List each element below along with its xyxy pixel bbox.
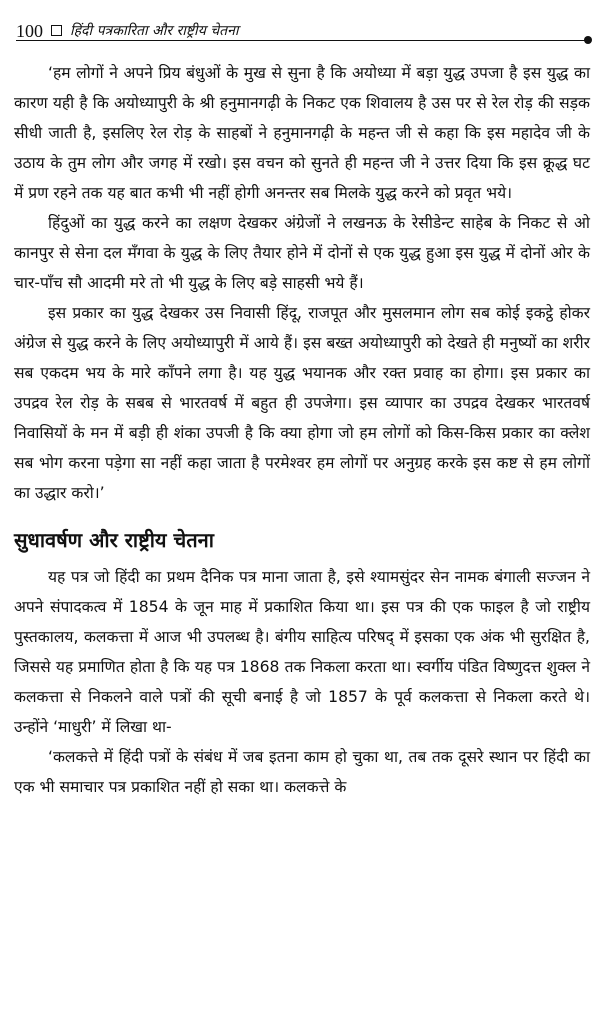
- running-header: [16, 10, 590, 40]
- header-rule: [16, 40, 588, 41]
- body-text: [14, 58, 590, 802]
- header-dot-ornament: [584, 36, 592, 44]
- paragraph-battle: हिंदुओं का युद्ध करने का लक्षण देखकर अंग्रेजों ने लखनऊ के रेसीडेन्ट साहेब के निकट से ओ कानपुर से सेना दल मँगवा के युद्ध के लिए तैयार होने में दोनों से एक युद्ध हुआ इस युद्ध में दोनों ओर के चार-पाँच सौ आदमी मरे तो भी युद्ध के लिए बड़े साहसी भये हैं।: [14, 214, 590, 292]
- section-heading: सुधावर्षण और राष्ट्रीय चेतना: [14, 528, 214, 552]
- square-bullet-icon: [51, 25, 62, 36]
- page-number: 100: [16, 21, 43, 41]
- paragraph-uprising: इस प्रकार का युद्ध देखकर उस निवासी हिंदू, राजपूत और मुसलमान लोग सब कोई इकट्ठे होकर अंग्रेज से युद्ध करने के लिए अयोध्यापुरी में आये हैं। इस बख्त अयोध्यापुरी को देखते ही मनुष्यों का शरीर सब एकदम भय के मारे काँपने लगा है। यह युद्ध भयानक और रक्त प्रवाह का होगा। इस प्रकार का उपद्रव रेल रोड़ के सबब से भारतवर्ष में बहुत ही उपजेगा। इस व्यापार का उपद्रव देखकर भारतवर्ष निवासियों के मन में बड़ी ही शंका उपजी है कि क्या होगा जो हम लोगों को किस-किस प्रकार का क्लेश सब भोग करना पड़ेगा सा नहीं कहा जाता है परमेश्वर हम लोगों पर अनुग्रह करके इस कष्ट से हम लोगों का उद्धार करो।’: [14, 304, 590, 502]
- paragraph-kolkata-quote: ‘कलकत्ते में हिंदी पत्रों के संबंध में जब इतना काम हो चुका था, तब तक दूसरे स्थान पर हिंदी का एक भी समाचार पत्र प्रकाशित नहीं हो सका था। कलकत्ते के: [14, 748, 590, 796]
- paragraph-sudhavarshan: यह पत्र जो हिंदी का प्रथम दैनिक पत्र माना जाता है, इसे श्यामसुंदर सेन नामक बंगाली सज्जन ने अपने संपादकत्व में 1854 के जून माह में प्रकाशित किया था। इस पत्र की एक फाइल है जो राष्ट्रीय पुस्तकालय, कलकत्ता में आज भी उपलब्ध है। बंगीय साहित्य परिषद् में इसका एक अंक भी सुरक्षित है, जिससे यह प्रमाणित होता है कि यह पत्र 1868 तक निकला करता था। स्वर्गीय पंडित विष्णुदत्त शुक्ल ने कलकत्ता से निकलने वाले पत्रों की सूची बनाई है जो 1857 के पूर्व कलकत्ता से निकला करते थे। उन्होंने ‘माधुरी’ में लिखा था-: [14, 568, 590, 736]
- paragraph-quote-ayodhya: ‘हम लोगों ने अपने प्रिय बंधुओं के मुख से सुना है कि अयोध्या में बड़ा युद्ध उपजा है इस युद्ध का कारण यही है कि अयोध्यापुरी के श्री हनुमानगढ़ी के निकट एक शिवालय है उस पर से रेल रोड़ की सड़क सीधी जाती है, इसलिए रेल रोड़ के साहबों ने हनुमानगढ़ी के महन्त जी से कहा कि इस महादेव जी के उठाय के तुम लोग और जगह में रखो। इस वचन को सुनते ही महन्त जी ने उत्तर दिया कि इस क्रूद्ध घट में प्रण रहने तक यह बात कभी भी नहीं होगी अनन्तर सब मिलके युद्ध करने को प्रवृत भये।: [14, 64, 590, 202]
- running-title: हिंदी पत्रकारिता और राष्ट्रीय चेतना: [70, 23, 239, 39]
